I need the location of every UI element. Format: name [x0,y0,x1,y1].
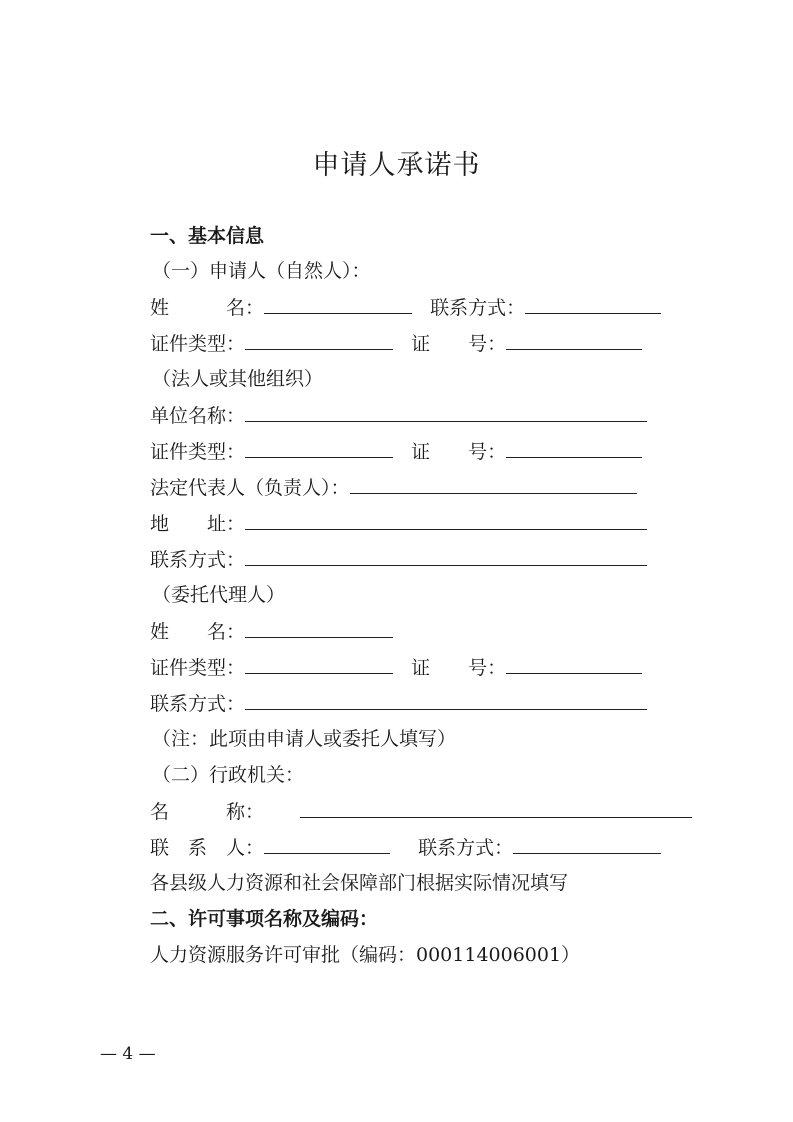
contact-field[interactable] [245,691,647,710]
id-type-label: 证件类型： [150,657,246,679]
contact-field[interactable] [245,547,647,566]
legal-contact-row [150,547,647,572]
contact-label: 联系方式： [418,837,514,859]
natural-person-heading: （一）申请人（自然人）： [152,260,371,282]
address-row [150,511,647,536]
agent-contact-row [150,691,647,716]
id-type-field[interactable] [245,439,393,458]
address-label: 地 址： [150,513,246,535]
legal-rep-label: 法定代表人（负责人）： [150,477,350,499]
address-field[interactable] [245,511,647,530]
agent-heading: （委托代理人） [152,584,286,606]
authority-name-row [150,799,692,824]
id-no-label: 证 号： [411,657,507,679]
section-2-heading: 二、许可事项名称及编码： [150,908,379,930]
legal-person-heading: （法人或其他组织） [152,368,324,390]
authority-remark: 各县级人力资源和社会保障部门根据实际情况填写 [150,872,569,894]
name-label: 姓 名： [150,621,246,643]
section-1-heading: 一、基本信息 [150,225,265,247]
legal-rep-row [150,475,637,500]
id-type-label: 证件类型： [150,333,246,355]
page-number: — 4 — [100,1044,156,1064]
agent-name-row [150,619,393,644]
id-type-field[interactable] [245,331,393,350]
id-type-label: 证件类型： [150,441,246,463]
permit-item: 人力资源服务许可审批（编码：000114006001） [150,944,581,966]
id-type-field[interactable] [245,655,393,674]
id-no-field[interactable] [506,655,642,674]
contact-person-label: 联 系 人： [150,837,265,859]
authority-name-label: 名 称： [150,801,265,823]
legal-rep-field[interactable] [350,475,637,494]
agent-id-row [150,655,642,680]
legal-person-id-row [150,439,642,464]
page-title: 申请人承诺书 [312,150,481,181]
id-no-field[interactable] [506,439,642,458]
contact-label: 联系方式： [150,693,246,715]
contact-field[interactable] [513,835,661,854]
id-no-label: 证 号： [411,441,507,463]
contact-label: 联系方式： [430,297,526,319]
name-field[interactable] [264,295,412,314]
unit-name-row [150,403,647,428]
natural-person-id-row [150,331,642,356]
authority-name-field[interactable] [300,799,692,818]
name-field[interactable] [245,619,393,638]
authority-contact-row [150,835,661,860]
id-no-label: 证 号： [411,333,507,355]
unit-name-label: 单位名称： [150,405,246,427]
name-label: 姓 名： [150,297,265,319]
unit-name-field[interactable] [245,403,647,422]
contact-person-field[interactable] [264,835,390,854]
id-no-field[interactable] [506,331,642,350]
fill-note: （注：此项由申请人或委托人填写） [152,728,457,750]
authority-heading: （二）行政机关： [152,764,305,786]
natural-person-name-row [150,295,661,320]
contact-label: 联系方式： [150,549,246,571]
contact-field[interactable] [525,295,661,314]
